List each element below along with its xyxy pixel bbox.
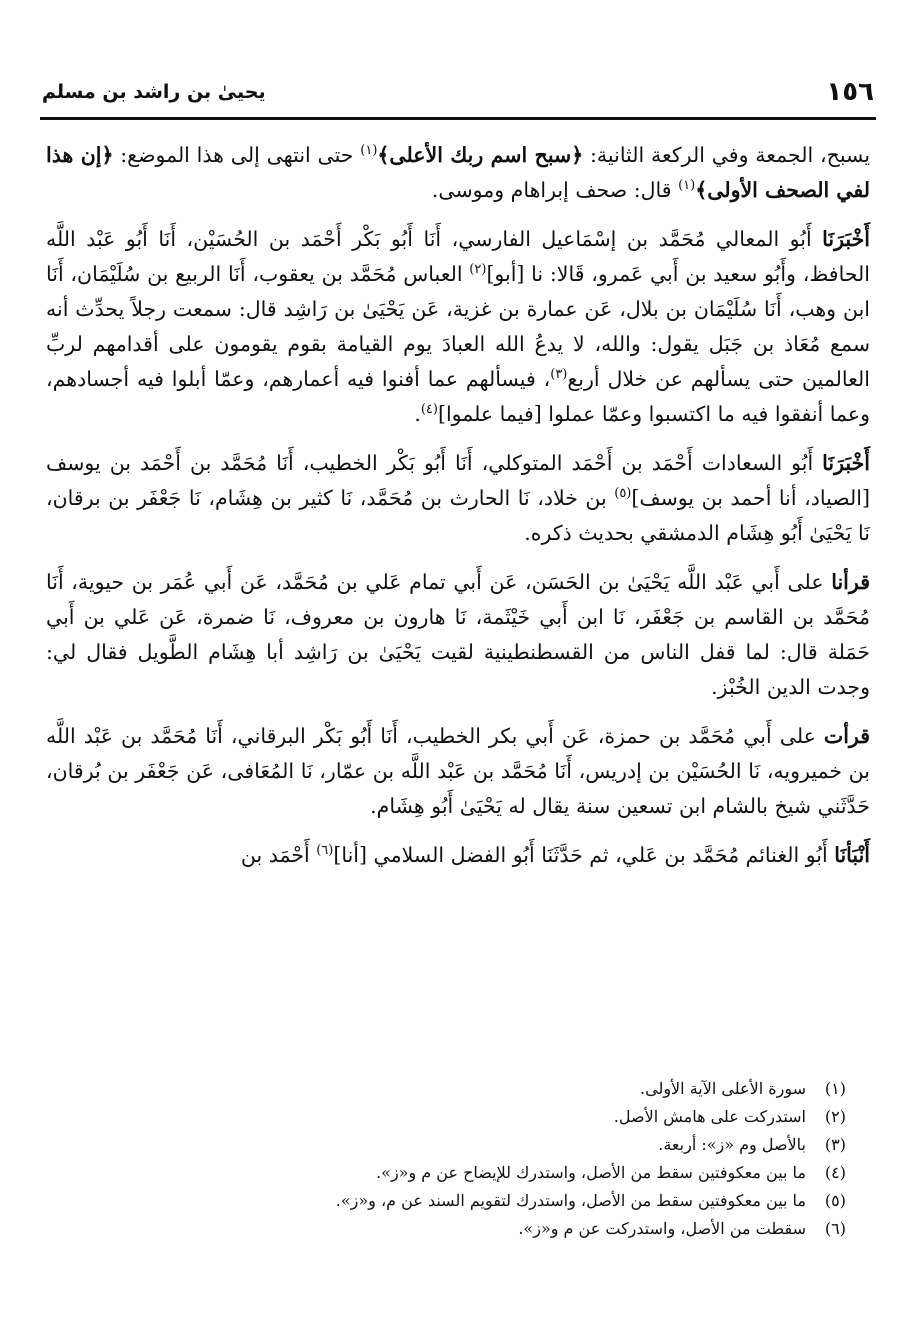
footnote-number: (٤) (824, 1163, 846, 1182)
text-run: . (414, 402, 421, 426)
footnote-text: ما بين معكوفتين سقط من الأصل، واستدرك للإيضاح عن م و«ز». (376, 1163, 806, 1182)
header-rule (40, 117, 876, 120)
paragraph (46, 222, 870, 432)
paragraph (46, 838, 870, 873)
text-run: على أَبي مُحَمَّد بن حمزة، عَن أَبي بكر الخطيب، أَنَا أَبُو بَكْر البرقاني، أَنَا مُحَمَّد بن عَبْد اللَّه بن خميرويه، نَا الحُسَيْن بن إدريس، أَنَا مُحَمَّد بن عَبْد اللَّه بن عمّار، نَا المُعَافى، عَن جَعْفَر بن بُرقان، حَدَّثَني شيخ بالشام ابن تسعين سنة يقال له يَحْيَىٰ أَبُو هِشَام. (46, 724, 870, 818)
footnote-ref: (٢) (469, 262, 487, 278)
footnote-ref: (٦) (316, 843, 334, 859)
footnote-text: سقطت من الأصل، واستدركت عن م و«ز». (518, 1219, 806, 1238)
footnote-number: (٢) (824, 1107, 846, 1126)
footnote-ref: (٤) (420, 402, 438, 418)
quran-quote: ﴿سبح اسم ربك الأعلى﴾ (377, 143, 584, 167)
footnote-ref: (١) (360, 143, 378, 159)
chain-lead-word: قرأنا (831, 570, 870, 594)
footnote-ref: (١) (678, 178, 696, 194)
footnote (46, 1103, 846, 1131)
footnote (46, 1159, 846, 1187)
paragraph (46, 565, 870, 705)
footnote-ref: (٥) (614, 486, 632, 502)
text-run: على أَبي عَبْد اللَّه يَحْيَىٰ بن الحَسَن، عَن أَبي تمام عَلي بن مُحَمَّد، عَن أَبي عُمَر بن حيوية، أَنَا مُحَمَّد بن القاسم بن جَعْفَر، نَا ابن أَبي خَيْثَمة، نَا هارون بن معروف، نَا ضمرة، عَن عَلي بن أَبي حَمَلة قال: لما قفل الناس من القسطنطينية لقيت يَحْيَىٰ بن رَاشِد أبا هِشَام الطَّويل فقال لي: وجدت الدين الخُبْز. (46, 570, 870, 699)
text-run: أَبُو الغنائم مُحَمَّد بن عَلي، ثم حَدَّثَنَا أَبُو الفضل السلامي [أنا] (333, 843, 835, 867)
footnote (46, 1131, 846, 1159)
footnote-text: بالأصل وم «ز»: أربعة. (658, 1135, 806, 1154)
page-header (42, 72, 874, 112)
footnote-text: استدركت على هامش الأصل. (613, 1107, 806, 1126)
chain-lead-word: أَخْبَرَنَا (822, 227, 870, 251)
text-run: العباس مُحَمَّد بن يعقوب، أَنَا الربيع بن سُلَيْمَان، أَنَا ابن وهب، أَنَا سُلَيْمَان بن بلال، عَن عمارة بن غزية، عَن يَحْيَىٰ بن رَاشِد قال: سمعت رجلاً يحدِّث أنه سمع مُعَاذ بن جَبَل يقول: والله، لا يدعُ الله العبادَ يوم القيامة بقوم يقومون على أقدامهم لربِّ العالمين حتى يسألهم عن خلال أربع (46, 262, 870, 391)
text-run: أَبُو السعادات أَحْمَد بن أَحْمَد المتوكلي، أَنَا أَبُو بَكْر الخطيب، أَنَا مُحَمَّد بن أَحْمَد بن يوسف [الصياد، أنا أحمد بن يوسف] (46, 451, 870, 510)
footnote-ref: (٣) (550, 367, 568, 383)
text-run: ، فيسألهم عما أفنوا فيه أعمارهم، وعمّا أبلوا فيه أجسادهم، وعما أنفقوا فيه ما اكتسبوا وعمّا عملوا [فيما علموا] (46, 367, 870, 426)
footnote-number: (٦) (824, 1219, 846, 1238)
footnote-text: سورة الأعلى الآية الأولى. (640, 1079, 806, 1098)
footnote (46, 1187, 846, 1215)
paragraph (46, 446, 870, 551)
main-text (46, 138, 870, 887)
chain-lead-word: قرأت (823, 724, 870, 748)
footnote-text: ما بين معكوفتين سقط من الأصل، واستدرك لتقويم السند عن م، و«ز». (335, 1191, 806, 1210)
paragraph (46, 719, 870, 824)
text-run: أَحْمَد بن (240, 843, 317, 867)
paragraph (46, 138, 870, 208)
chain-lead-word: أَخْبَرَنَا (822, 451, 870, 475)
footnotes (46, 1075, 846, 1243)
text-run: حتى انتهى إلى هذا الموضع: (113, 143, 361, 167)
footnote (46, 1075, 846, 1103)
running-title: يحيىٰ بن راشد بن مسلم (42, 81, 266, 103)
text-run: أَبُو المعالي مُحَمَّد بن إسْمَاعيل الفارسي، أَنَا أَبُو بَكْر أَحْمَد بن الحُسَيْن، أَنَا أَبُو عَبْد اللَّه الحافظ، وأَبُو سعيد بن أَبي عَمرو، قَالا: نا [أبو] (46, 227, 870, 286)
text-run: يسبح، الجمعة وفي الركعة الثانية: (583, 143, 871, 167)
text-run: قال: صحف إبراهام وموسى. (431, 178, 679, 202)
text-run: بن خلاد، نَا الحارث بن مُحَمَّد، نَا كثير بن هِشَام، نَا جَعْفَر بن برقان، نَا يَحْيَىٰ أَبُو هِشَام الدمشقي بحديث ذكره. (46, 486, 870, 545)
page-number: ١٥٦ (826, 77, 874, 107)
chain-lead-word: أَنْبَأنَا (834, 843, 870, 867)
footnote-number: (٥) (824, 1191, 846, 1210)
footnote-number: (١) (824, 1079, 846, 1098)
footnote-number: (٣) (824, 1135, 846, 1154)
quran-quote: ﴿إن هذا لفي الصحف الأولى﴾ (46, 143, 870, 202)
footnote (46, 1215, 846, 1243)
